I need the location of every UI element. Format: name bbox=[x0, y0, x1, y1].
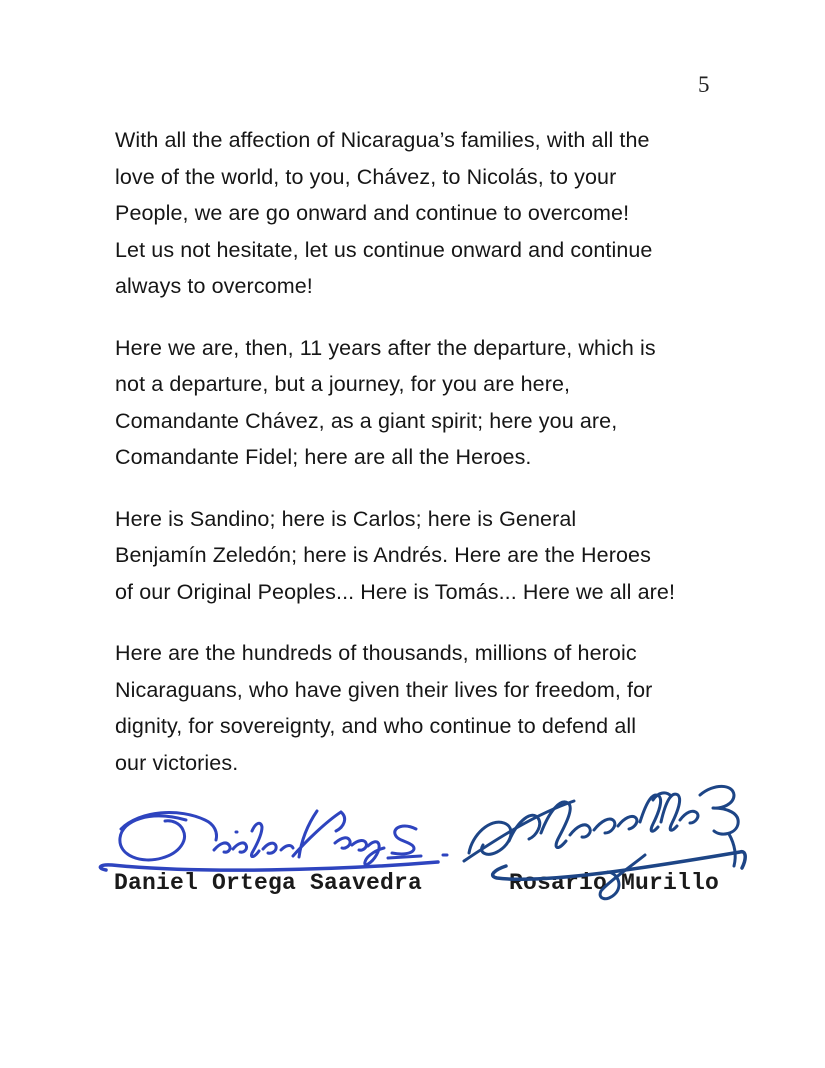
signatory-name-rosario-murillo: Rosario Murillo bbox=[509, 870, 720, 896]
paragraph-1 bbox=[115, 122, 725, 305]
text-line: not a departure, but a journey, for you are here, bbox=[115, 372, 571, 396]
text-line: of our Original Peoples... Here is Tomás... Here we all are! bbox=[115, 579, 676, 604]
paragraph-3 bbox=[115, 501, 725, 611]
text-line: Nicaraguans, who have given their lives for freedom, for bbox=[115, 677, 653, 702]
text-line: our victories. bbox=[115, 750, 239, 775]
paragraph-4 bbox=[115, 635, 725, 781]
text-line: love of the world, to you, Chávez, to Nicolás, to your bbox=[115, 164, 617, 189]
text-line: Here we are, then, 11 years after the departure, which is bbox=[115, 335, 656, 360]
text-line: People, we are go onward and continue to overcome! bbox=[115, 201, 630, 225]
text-line: With all the affection of Nicaragua’s families, with all the bbox=[115, 128, 650, 152]
text-line: Comandante Chávez, as a giant spirit; here you are, bbox=[115, 408, 618, 433]
text-line: dignity, for sovereignty, and who continue to defend all bbox=[115, 714, 637, 738]
body-text bbox=[115, 122, 725, 806]
text-line: Here are the hundreds of thousands, millions of heroic bbox=[115, 641, 637, 665]
rosario-murillo-signature-ink bbox=[455, 775, 767, 910]
text-line: Let us not hesitate, let us continue onward and continue bbox=[115, 237, 653, 262]
page-number: 5 bbox=[698, 72, 710, 97]
text-line: Benjamín Zeledón; here is Andrés. Here are the Heroes bbox=[115, 543, 651, 567]
text-line: always to overcome! bbox=[115, 274, 313, 298]
text-line: Here is Sandino; here is Carlos; here is General bbox=[115, 506, 577, 531]
daniel-ortega-signature-ink bbox=[92, 793, 457, 883]
paragraph-2 bbox=[115, 330, 725, 476]
signatory-name-daniel-ortega: Daniel Ortega Saavedra bbox=[114, 870, 423, 896]
text-line: Comandante Fidel; here are all the Heroes. bbox=[115, 445, 532, 469]
